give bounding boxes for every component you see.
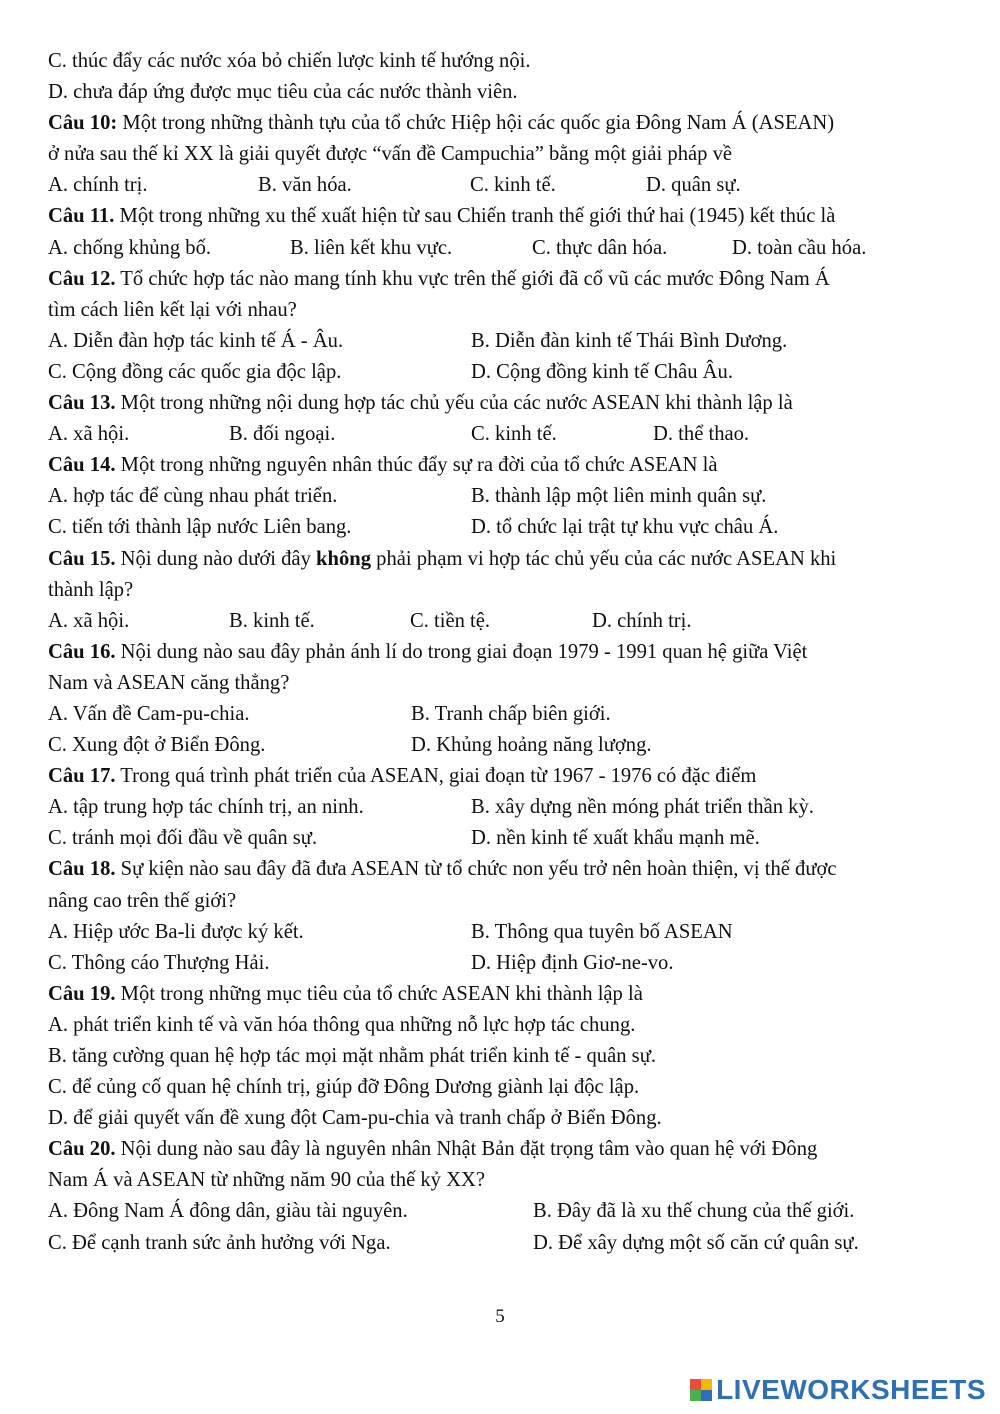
text-line: A. phát triển kinh tế và văn hóa thông qua những nỗ lực hợp tác chung. <box>48 1013 636 1036</box>
answer-option[interactable]: B. thành lập một liên minh quân sự. <box>471 485 767 508</box>
liveworksheets-brand[interactable] <box>690 1374 986 1406</box>
text-line: C. để củng cố quan hệ chính trị, giúp đỡ Đông Dương giành lại độc lập. <box>48 1076 640 1099</box>
answer-option[interactable]: A. xã hội. <box>48 423 130 446</box>
question-text: Nội dung nào dưới đây <box>115 547 317 570</box>
text-line: ở nửa sau thế kỉ XX là giải quyết được “vấn đề Campuchia” bằng một giải pháp về <box>48 143 733 166</box>
answer-option[interactable]: B. Tranh chấp biên giới. <box>411 702 611 725</box>
answer-option[interactable]: A. xã hội. <box>48 609 130 632</box>
question-text: Một trong những thành tựu của tổ chức Hiệp hội các quốc gia Đông Nam Á (ASEAN) <box>117 112 835 135</box>
question-text: Nội dung nào sau đây là nguyên nhân Nhật Bản đặt trọng tâm vào quan hệ với Đông <box>115 1138 818 1161</box>
answer-option[interactable]: A. tập trung hợp tác chính trị, an ninh. <box>48 796 364 819</box>
answer-option[interactable]: D. Khủng hoảng năng lượng. <box>411 734 652 757</box>
answer-option[interactable]: B. văn hóa. <box>258 174 352 197</box>
answer-options-row <box>48 792 954 823</box>
question-label: Câu 18. <box>48 858 116 881</box>
answer-options-row <box>48 606 954 637</box>
question-label: Câu 19. <box>48 982 116 1005</box>
logo-square <box>701 1390 712 1401</box>
answer-options-row <box>48 699 954 730</box>
question-label: Câu 10: <box>48 112 118 135</box>
answer-option[interactable]: D. chính trị. <box>592 609 692 632</box>
answer-option[interactable]: A. Diễn đàn hợp tác kinh tế Á - Âu. <box>48 329 344 352</box>
question-text: Nội dung nào sau đây phản ánh lí do trong giai đoạn 1979 - 1991 quan hệ giữa Việt <box>115 640 808 663</box>
answer-options-row <box>48 1228 954 1259</box>
answer-option[interactable]: D. toàn cầu hóa. <box>732 236 867 259</box>
text-line: C. thúc đẩy các nước xóa bỏ chiến lược kinh tế hướng nội. <box>48 50 531 72</box>
answer-option[interactable]: C. Cộng đồng các quốc gia độc lập. <box>48 360 342 383</box>
answer-options-row <box>48 1196 954 1227</box>
text-line: tìm cách liên kết lại với nhau? <box>48 298 297 321</box>
question-text: Sự kiện nào sau đây đã đưa ASEAN từ tổ chức non yếu trở nên hoàn thiện, vị thế được <box>115 858 837 881</box>
answer-option[interactable]: C. tránh mọi đối đầu về quân sự. <box>48 827 318 850</box>
answer-option[interactable]: B. Đây đã là xu thế chung của thế giới. <box>533 1200 855 1223</box>
page-number: 5 <box>495 1306 505 1327</box>
question-text: Tổ chức hợp tác nào mang tính khu vực trên thế giới đã cổ vũ các mước Đông Nam Á <box>115 267 830 290</box>
answer-options-row <box>48 357 954 388</box>
answer-option[interactable]: D. Để xây dựng một số căn cứ quân sự. <box>533 1231 859 1254</box>
question-stem <box>48 201 954 232</box>
question-label: Câu 15. <box>48 547 116 570</box>
answer-option[interactable]: D. Cộng đồng kinh tế Châu Âu. <box>471 360 733 383</box>
question-text: Một trong những mục tiêu của tổ chức ASEAN khi thành lập là <box>115 982 643 1005</box>
question-stem <box>48 637 954 668</box>
question-stem <box>48 264 954 295</box>
answer-option[interactable]: D. thể thao. <box>653 423 750 446</box>
answer-option[interactable]: B. xây dựng nền móng phát triển thần kỳ. <box>471 796 814 819</box>
answer-option[interactable]: A. Hiệp ước Ba-li được ký kết. <box>48 920 304 943</box>
question-stem <box>48 979 954 1010</box>
answer-option[interactable]: B. Thông qua tuyên bố ASEAN <box>471 920 733 943</box>
answer-options-row <box>48 917 954 948</box>
question-text-rest: phải phạm vi hợp tác chủ yếu của các nước ASEAN khi <box>371 547 837 570</box>
question-stem <box>48 388 954 419</box>
text-line: Nam và ASEAN căng thẳng? <box>48 671 290 694</box>
answer-option[interactable]: A. chống khủng bố. <box>48 236 212 259</box>
question-text: Trong quá trình phát triển của ASEAN, giai đoạn từ 1967 - 1976 có đặc điểm <box>115 765 757 788</box>
text-line: D. để giải quyết vấn đề xung đột Cam-pu-chia và tranh chấp ở Biển Đông. <box>48 1107 662 1130</box>
question-stem <box>48 450 954 481</box>
answer-options-row <box>48 512 954 543</box>
answer-option[interactable]: C. tiền tệ. <box>410 609 491 632</box>
text-line: thành lập? <box>48 578 134 601</box>
logo-square <box>690 1390 701 1401</box>
question-stem <box>48 854 954 885</box>
liveworksheets-logo-icon <box>690 1379 712 1401</box>
text-line: D. chưa đáp ứng được mục tiêu của các nước thành viên. <box>48 81 518 104</box>
question-label: Câu 17. <box>48 765 116 788</box>
answer-option[interactable]: A. Đông Nam Á đông dân, giàu tài nguyên. <box>48 1200 408 1223</box>
answer-options-row <box>48 326 954 357</box>
question-text: Một trong những nội dung hợp tác chủ yếu của các nước ASEAN khi thành lập là <box>115 392 793 415</box>
text-line: nâng cao trên thế giới? <box>48 889 237 912</box>
emphasis: không <box>316 547 371 570</box>
answer-options-row <box>48 481 954 512</box>
brand-name: LIVEWORKSHEETS <box>716 1374 986 1405</box>
question-label: Câu 12. <box>48 267 116 290</box>
logo-square <box>701 1379 712 1390</box>
answer-options-row <box>48 948 954 979</box>
question-label: Câu 20. <box>48 1138 116 1161</box>
worksheet-page <box>48 46 954 1259</box>
question-text: Một trong những xu thế xuất hiện từ sau Chiến tranh thế giới thứ hai (1945) kết thúc là <box>114 205 836 228</box>
question-label: Câu 13. <box>48 392 116 415</box>
question-label: Câu 16. <box>48 640 116 663</box>
answer-option[interactable]: D. Hiệp định Giơ-ne-vo. <box>471 951 674 974</box>
question-label: Câu 11. <box>48 205 115 228</box>
answer-option[interactable]: C. Để cạnh tranh sức ảnh hưởng với Nga. <box>48 1231 391 1254</box>
answer-option[interactable]: D. quân sự. <box>646 174 741 197</box>
question-stem <box>48 544 954 575</box>
answer-option[interactable]: C. kinh tế. <box>471 423 557 446</box>
answer-option[interactable]: C. Xung đột ở Biển Đông. <box>48 734 266 757</box>
answer-option[interactable]: B. kinh tế. <box>229 609 315 632</box>
answer-option[interactable]: B. liên kết khu vực. <box>290 236 453 259</box>
answer-option[interactable]: D. nền kinh tế xuất khẩu mạnh mẽ. <box>471 827 760 850</box>
answer-option[interactable]: C. tiến tới thành lập nước Liên bang. <box>48 516 352 539</box>
answer-option[interactable]: C. thực dân hóa. <box>532 236 668 259</box>
answer-option[interactable]: B. Diễn đàn kinh tế Thái Bình Dương. <box>471 329 788 352</box>
text-line: B. tăng cường quan hệ hợp tác mọi mặt nhằm phát triển kinh tế - quân sự. <box>48 1045 657 1067</box>
answer-option[interactable]: A. hợp tác để cùng nhau phát triển. <box>48 485 338 508</box>
answer-options-row <box>48 233 954 264</box>
answer-option[interactable]: A. chính trị. <box>48 174 148 197</box>
answer-option[interactable]: A. Vấn đề Cam-pu-chia. <box>48 702 250 725</box>
answer-option[interactable]: B. đối ngoại. <box>229 423 336 446</box>
answer-options-row <box>48 823 954 854</box>
question-stem <box>48 108 954 139</box>
question-stem <box>48 1134 954 1165</box>
answer-options-row <box>48 170 954 201</box>
answer-option[interactable]: C. kinh tế. <box>470 174 556 197</box>
question-text: Một trong những nguyên nhân thúc đẩy sự ra đời của tổ chức ASEAN là <box>115 454 718 477</box>
text-line: Nam Á và ASEAN từ những năm 90 của thế kỷ XX? <box>48 1169 485 1192</box>
question-label: Câu 14. <box>48 454 116 477</box>
answer-option[interactable]: C. Thông cáo Thượng Hải. <box>48 951 270 974</box>
question-stem <box>48 761 954 792</box>
answer-option[interactable]: D. tổ chức lại trật tự khu vực châu Á. <box>471 516 779 539</box>
answer-options-row <box>48 730 954 761</box>
logo-square <box>690 1379 701 1390</box>
answer-options-row <box>48 419 954 450</box>
